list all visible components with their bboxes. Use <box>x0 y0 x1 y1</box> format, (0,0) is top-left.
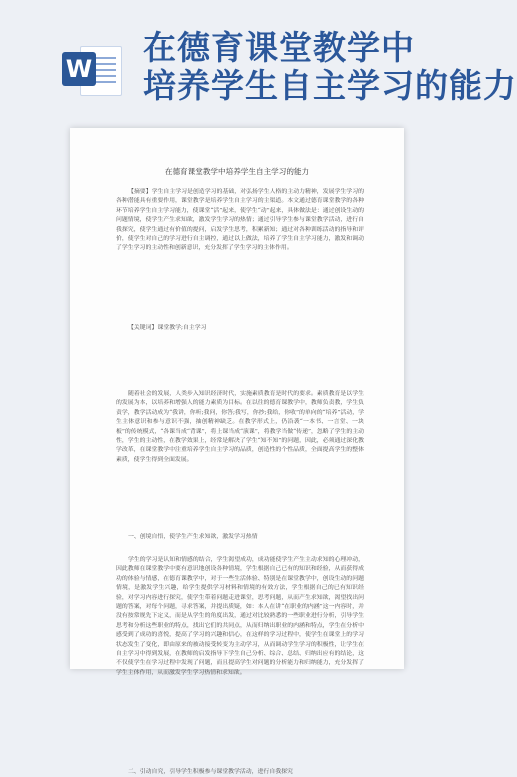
keywords-line: 【关键词】课堂教学;自主学习 <box>128 325 207 331</box>
abstract-paragraph: 【摘要】学生自主学习是创造学习的基础，对弘扬学生人格的主动力精神，发展学生学习的各种潜能具有重要作用，课堂教学是培养学生自主学习的主渠道。本文通过德育课堂教学的各种环节培养学生自主学习能力，使课堂“活”起来，使学生“动”起来，具体做法是：通过创设生动的问题情境，使学生产生求知欲，激发学生学习的热情；通过引导学生参与课堂教学活动，进行自我探究，使学生通过有价值的提问，启发学生思考，积累新知；通过对各种训练活动的指导和评价，使学生对自己的学习进行自主调控，通过以上做法，培养了学生自主学习能力，激发和调动了学生学习的主动性和创新意识，充分发挥了学生学习的主体作用。 <box>116 189 364 252</box>
banner-title-line1: 在德育课堂教学中 <box>143 28 415 67</box>
section2-heading: 二、引动自究，引导学生积极参与课堂教学活动，进行自我探究 <box>128 769 293 775</box>
title-banner <box>0 0 517 135</box>
banner-title-line2: 培养学生自主学习的能力 <box>143 66 517 105</box>
word-document-icon <box>62 40 124 100</box>
document-page <box>70 128 404 775</box>
document-title: 在德育课堂教学中培养学生自主学习的能力 <box>164 167 310 176</box>
intro-paragraph: 随着社会的发展，人类步入知识经济时代，实施素质教育是时代的要求。素质教育是以学生的发展为本，以培养和增强人的能力素质为目标。在以往的德育课教学中，教师负责教，学生负责学，教学活动成为“我讲，你听;我问，你答;我写，你抄;我给，你收”的单向的“培养”活动，学生主体意识和参与意识不强，抽创精神缺乏。在教学形式上，仍沿袭“一本书、一言堂、一块板”的传统模式，“各课当成“背课”，将上课当成“演课”，将教学当做“传递”，忽略了学生的主动性，学生的主动性，在教学效果上，经常是解决了学生“知不知”的问题，因此，必须通过深化教学改革，在课堂教学中注重培养学生自主学习的品质，创造性的个性品质，全面提高学生的整体素质，使学生得到全面发展。 <box>116 391 364 463</box>
section1-heading: 一、创境自悟，使学生产生求知欲，激发学习热情 <box>128 534 258 540</box>
word-logo-tile: W <box>62 52 96 86</box>
section1-paragraph: 学生的学习是认知和情感的结合，学生渴望成功，成功能使学生产生主动求知的心理冲动，因此教师在课堂教学中要有意识地创设各种情境，学生根据自己已有的知识和经验，从而获得成功的体验与情感，在德育课教学中，对于一些生活体验、特别是在课堂教学中，创设生动的问题情境，是激发学生兴趣，给学生提供学习材料和情境的有效方法，学生根据自己的已有知识经验，对学习内容进行探究，使学生带着问题走进课堂，思考问题，从而产生求知欲，渴望找出问题的答案，对每个问题，寻求答案，并提出质疑，如：本人在讲“在职业的内涵”这一内容时，并没有按常规先下定义，而是从学生的角度出发，通过对比较熟悉的一些职业进行分析，引导学生思考和分析这些职业的特点，找出它们的共同点，从而归纳出职业的内涵和特点，学生在分析中感受到了成功的喜悦，提高了学习的兴趣和信心，在这样的学习过程中，使学生在课堂上的学习状态发生了变化，即由原来的被动接受转变为主动学习，从而调动学生学习的积极性，让学生在自主学习中得到发展，在教师的启发指导下学生自己分析、综合、总结、归纳出应有的结论，这不仅使学生在学习过程中发现了问题，而且提高学生对问题的分析能力和归纳能力，充分发挥了学生主体作用，从而激发学生学习热情和求知欲。 <box>116 557 364 676</box>
